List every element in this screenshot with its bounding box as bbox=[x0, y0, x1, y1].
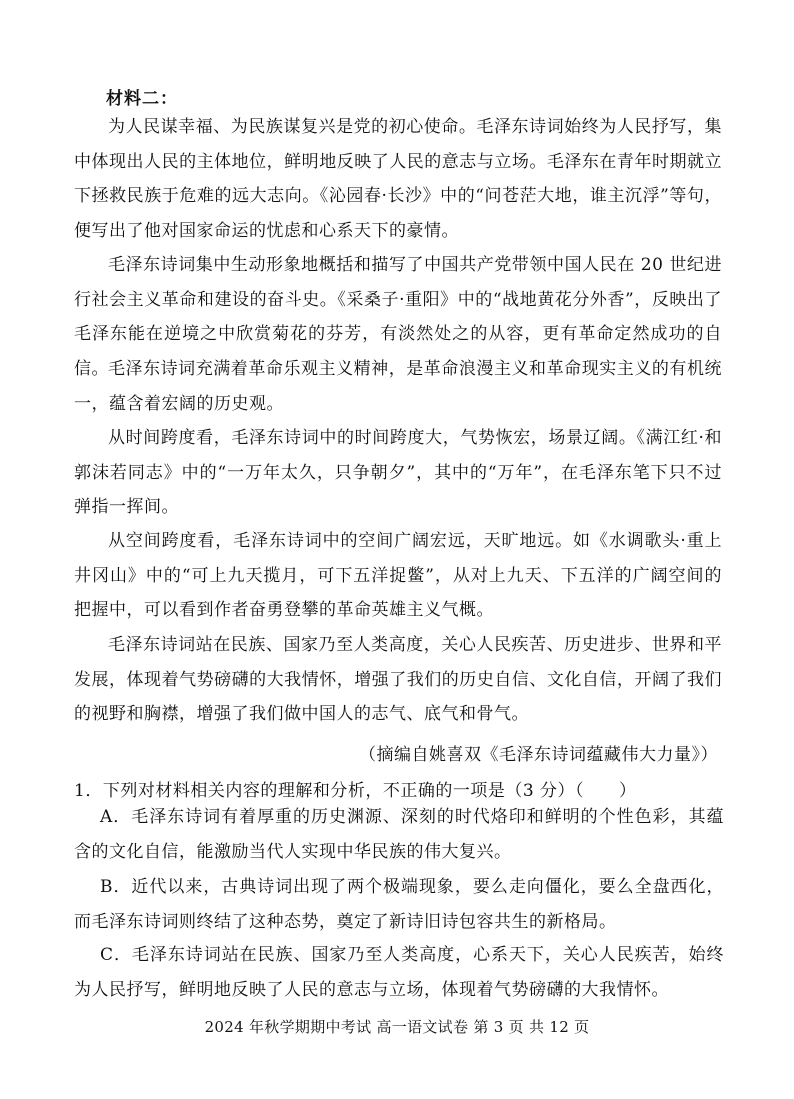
option-b: B．近代以来，古典诗词出现了两个极端现象，要么走向僵化，要么全盘西化，而毛泽东诗词则终结了这种态势，奠定了新诗旧诗包容共生的新格局。 bbox=[74, 877, 724, 932]
option-c: C．毛泽东诗词站在民族、国家乃至人类高度，心系天下，关心人民疾苦，始终为人民抒写，鲜明地反映了人民的意志与立场，体现着气势磅礴的大我情怀。 bbox=[74, 945, 724, 1000]
source-citation: （摘编自姚喜双《毛泽东诗词蕴藏伟大力量》） bbox=[359, 745, 718, 765]
page-footer: 2024 年秋学期期中考试 高一语文试卷 第 3 页 共 12 页 bbox=[204, 1018, 590, 1036]
paragraph-1: 为人民谋幸福、为民族谋复兴是党的初心使命。毛泽东诗词始终为人民抒写，集中体现出人民的主体地位，鲜明地反映了人民的意志与立场。毛泽东在青年时期就立下拯救民族于危难的远大志向。《沁园春·长沙》中的“问苍茫大地，谁主沉浮”等句，便写出了他对国家命运的忧虑和心系天下的豪情。 bbox=[74, 117, 722, 241]
paragraph-5: 从空间跨度看，毛泽东诗词中的空间广阔宏远，天旷地远。如《水调歌头·重上井冈山》中的“可上九天揽月，可下五洋捉鳖”，从对上九天、下五洋的广阔空间的把握中，可以看到作者奋勇登攀的革命英雄主义气概。 bbox=[74, 531, 722, 620]
paragraph-6: 毛泽东诗词站在民族、国家乃至人类高度，关心人民疾苦、历史进步、世界和平发展，体现着气势磅礴的大我情怀，增强了我们的历史自信、文化自信，开阔了我们的视野和胸襟，增强了我们做中国人的志气、底气和骨气。 bbox=[74, 635, 722, 724]
section-heading: 材料二： bbox=[106, 89, 178, 109]
paragraph-4: 从时间跨度看，毛泽东诗词中的时间跨度大，气势恢宏，场景辽阔。《满江红·和郭沫若同志》中的“一万年太久，只争朝夕”，其中的“万年”，在毛泽东笔下只不过弹指一挥间。 bbox=[74, 428, 722, 517]
question-1-stem: 1．下列对材料相关内容的理解和分析，不正确的一项是（3 分）（ ） bbox=[74, 781, 637, 801]
paragraph-2: 毛泽东诗词集中生动形象地概括和描写了中国共产党带领中国人民在 20 世纪进行社会主义革命和建设的奋斗史。《采桑子·重阳》中的“战地黄花分外香”，反映出了毛泽东能在逆境之中欣赏菊花的芬芳，有淡然处之的从容，更有革命定然成功的自信。 bbox=[74, 255, 722, 379]
paragraph-3: 毛泽东诗词充满着革命乐观主义精神，是革命浪漫主义和革命现实主义的有机统一，蕴含着宏阔的历史观。 bbox=[74, 359, 722, 414]
option-a: A．毛泽东诗词有着厚重的历史渊源、深刻的时代烙印和鲜明的个性色彩，其蕴含的文化自信，能激励当代人实现中华民族的伟大复兴。 bbox=[74, 807, 724, 862]
